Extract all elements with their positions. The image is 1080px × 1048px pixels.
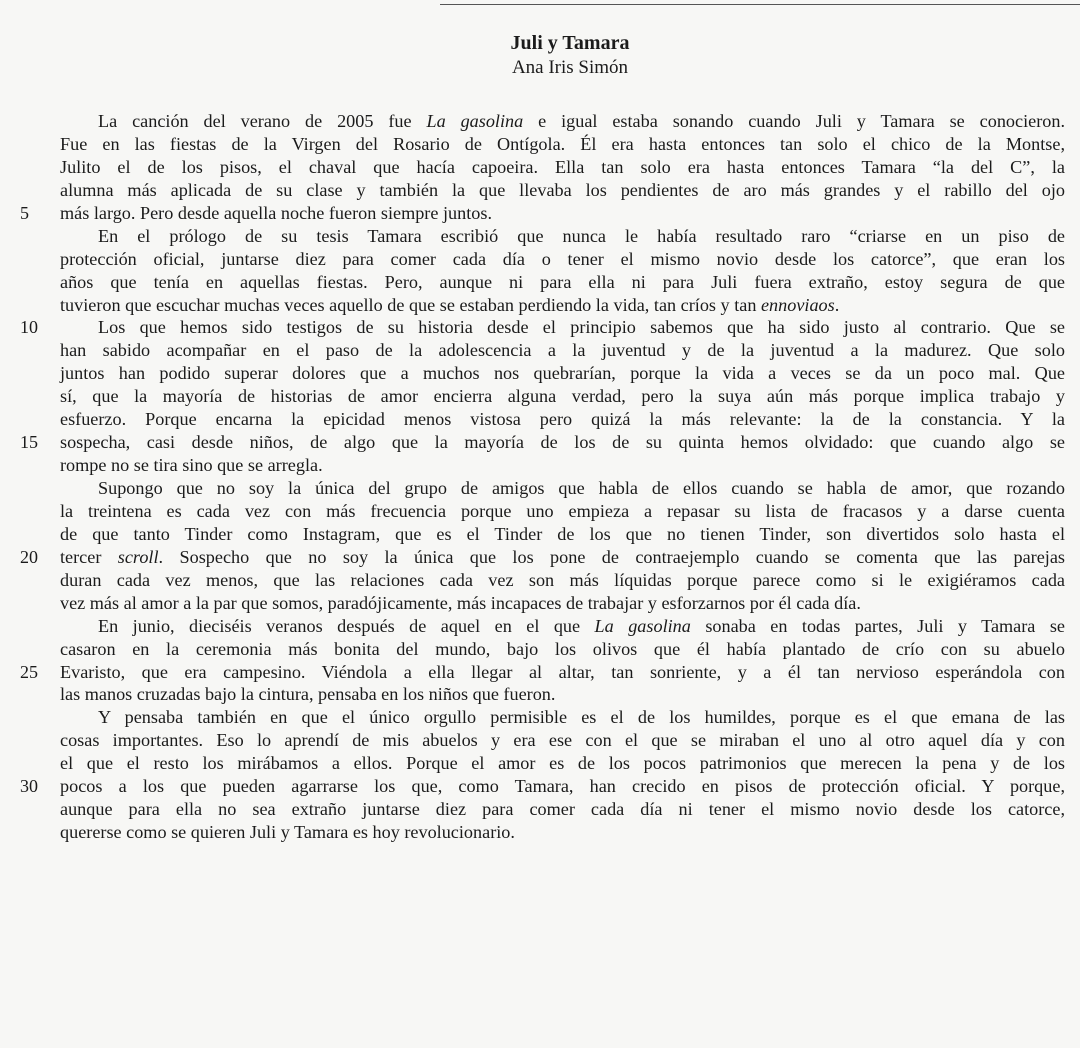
text-line: de que tanto Tinder como Instagram, que es el Tinder de los que no tienen Tinder, son divertidos solo hasta el — [60, 523, 1065, 544]
text-line: 15 sospecha, casi desde niños, de algo que la mayoría de los de su quinta hemos olvidado: que cuando algo se — [20, 432, 1065, 453]
line-number: 5 — [20, 202, 29, 223]
text-line: rompe no se tira sino que se arregla. — [60, 455, 323, 476]
top-rule — [440, 4, 1080, 5]
text-line: quererse como se quieren Juli y Tamara es hoy revolucionario. — [60, 822, 515, 843]
text-line: el que el resto los mirábamos a ellos. Porque el amor es de los pocos patrimonios que merecen la pena y de los — [60, 753, 1065, 774]
text-line: años que tenía en aquellas fiestas. Pero, aunque ni para ella ni para Juli fuera extraño, estoy segura de que — [60, 271, 1065, 292]
text-line: Supongo que no soy la única del grupo de amigos que habla de ellos cuando se habla de amor, que rozando — [98, 478, 1065, 498]
header — [0, 30, 1080, 80]
italic-text: ennoviaos — [760, 294, 835, 315]
text-line: 20 tercer scroll. Sospecho que no soy la única que los pone de contraejemplo cuando se comenta que las parejas — [20, 546, 1065, 567]
text-line: duran cada vez menos, que las relaciones cada vez son más líquidas porque parece como si le exigiéramos cada — [60, 569, 1065, 590]
text-line: juntos han podido superar dolores que a muchos nos quebrarían, porque la vida a veces se da un poco mal. Que — [60, 363, 1065, 384]
text-line: 25 Evaristo, que era campesino. Viéndola a ella llegar al altar, tan sonriente, y a él tan nervioso esperándola con — [20, 661, 1065, 682]
italic-text: La gasolina — [426, 111, 524, 131]
italic-text: scroll — [117, 546, 159, 567]
text-line: han sabido acompañar en el paso de la adolescencia a la juventud y de la juventud a la madurez. Que solo — [60, 340, 1065, 361]
article-title: Juli y Tamara — [510, 32, 630, 54]
text-line: vez más al amor a la par que somos, paradójicamente, más incapaces de trabajar y esforzarnos por él cada día. — [60, 592, 861, 613]
article-author: Ana Iris Simón — [511, 57, 629, 78]
text-line: Y pensaba también en que el único orgullo permisible es el de los humildes, porque es el que emana de las — [98, 707, 1065, 728]
text-line: En junio, dieciséis veranos después de aquel en el que La gasolina sonaba en todas partes, Juli y Tamara se — [98, 615, 1065, 636]
text-line: las manos cruzadas bajo la cintura, pensaba en los niños que fueron. — [60, 684, 556, 705]
text-line: Fue en las fiestas de la Virgen del Rosario de Ontígola. Él era hasta entonces tan solo el chico de la Montse, — [60, 133, 1065, 154]
text-line: 10 Los que hemos sido testigos de su historia desde el principio sabemos que ha sido justo al contrario. Que se — [20, 317, 1065, 338]
text-line: 5 más largo. Pero desde aquella noche fueron siempre juntos. — [20, 202, 492, 223]
article-body — [20, 110, 1065, 844]
text-line: protección oficial, juntarse diez para comer cada día o tener el mismo novio desde los catorce”, que eran los — [60, 248, 1065, 269]
text-line: sí, que la mayoría de historias de amor encierra alguna verdad, pero la suya aún más porque implica trabajo y — [60, 386, 1065, 407]
text-line: 30 pocos a los que pueden agarrarse los que, como Tamara, han crecido en pisos de protección oficial. Y porque, — [20, 776, 1065, 797]
line-number: 15 — [20, 432, 38, 453]
line-number: 10 — [20, 317, 38, 338]
line-number: 20 — [20, 546, 38, 567]
text-line: Julito el de los pisos, el chaval que hacía capoeira. Ella tan solo era hasta entonces Tamara “la del C”, la — [60, 156, 1065, 177]
line-number: 30 — [20, 776, 38, 797]
italic-text: La gasolina — [594, 615, 691, 636]
text-line: casaron en la ceremonia más bonita del mundo, bajo los olivos que él había plantado de crío con su abuelo — [60, 638, 1065, 659]
text-line: la treintena es cada vez con más frecuencia porque uno empieza a repasar su lista de fracasos y a darse cuenta — [60, 500, 1065, 521]
text-line: esfuerzo. Porque encarna la epicidad menos vistosa pero quizá la más relevante: la de la constancia. Y la — [60, 409, 1065, 430]
text-line: tuvieron que escuchar muchas veces aquello de que se estaban perdiendo la vida, tan críos y tan ennoviaos. — [60, 294, 840, 315]
text-line: alumna más aplicada de su clase y también la que llevaba los pendientes de aro más grandes y el rabillo del ojo — [60, 179, 1065, 200]
text-line: aunque para ella no sea extraño juntarse diez para comer cada día ni tener el mismo novio desde los catorce, — [60, 799, 1065, 820]
text-line: La canción del verano de 2005 fue La gasolina e igual estaba sonando cuando Juli y Tamara se conocieron. — [98, 111, 1065, 131]
text-line: cosas importantes. Eso lo aprendí de mis abuelos y era ese con el que se miraban el uno al otro aquel día y con — [60, 730, 1065, 751]
line-number: 25 — [20, 661, 38, 682]
text-line: En el prólogo de su tesis Tamara escribió que nunca le había resultado raro “criarse en un piso de — [98, 225, 1065, 246]
